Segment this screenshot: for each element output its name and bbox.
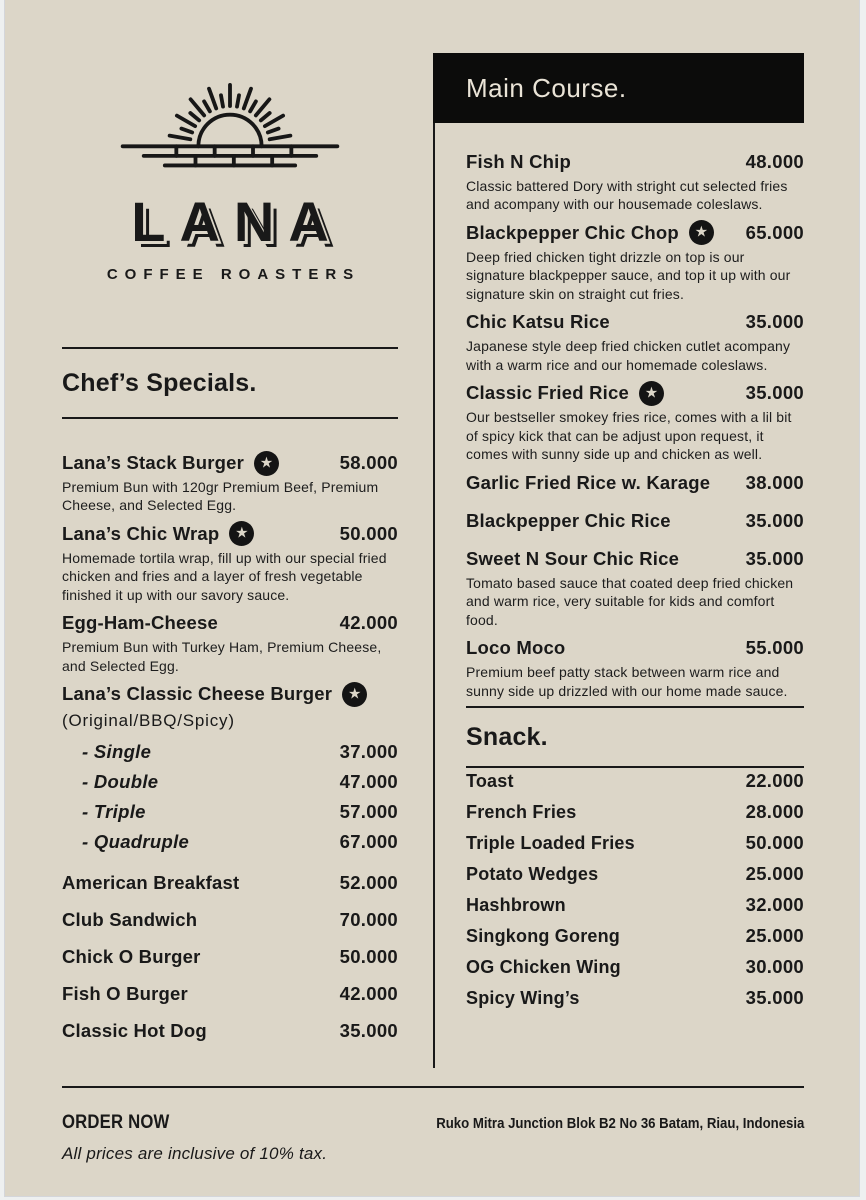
- menu-item: [466, 954, 804, 980]
- divider: [62, 1086, 804, 1088]
- menu-item: [466, 149, 804, 214]
- brand-logo: [62, 79, 398, 283]
- menu-item-row: [466, 635, 804, 661]
- menu-item: [466, 861, 804, 887]
- section-title-snack: Snack.: [466, 723, 548, 752]
- menu-item-row: [62, 1018, 398, 1044]
- menu-item-row: [62, 681, 398, 707]
- menu-item-name: Toast: [466, 770, 514, 791]
- menu-item-name: Lana’s Chic Wrap: [62, 522, 220, 544]
- menu-item: [466, 985, 804, 1011]
- menu-item-price: 52.000: [339, 872, 398, 894]
- menu-item-description: Classic battered Dory with stright cut selected fries and acompany with our housemade coleslaws.: [466, 178, 788, 213]
- bestseller-star-icon: ★: [254, 451, 279, 476]
- chefs-specials-list: [62, 450, 398, 1044]
- menu-item-row: [466, 768, 804, 794]
- menu-item-name: Garlic Fried Rice w. Karage: [466, 471, 711, 493]
- menu-item-price: 55.000: [745, 637, 804, 659]
- menu-item-price: 32.000: [745, 894, 804, 916]
- menu-item-price: 35.000: [745, 987, 804, 1009]
- menu-item: [62, 944, 398, 970]
- menu-item-price: 25.000: [745, 925, 804, 947]
- menu-item-row: [62, 610, 398, 636]
- snack-header: [466, 706, 804, 768]
- menu-item-price: 35.000: [339, 1020, 398, 1042]
- variant-price: 67.000: [339, 831, 398, 853]
- menu-item: [62, 870, 398, 896]
- menu-item-name: Spicy Wing’s: [466, 987, 580, 1008]
- menu-item-description: Our bestseller smokey fries rice, comes with a lil bit of spicy kick that can be adjust upon request, it comes with sunny side up and chicken as well.: [466, 409, 792, 463]
- menu-item-name: Loco Moco: [466, 637, 566, 659]
- address: Ruko Mitra Junction Blok B2 No 36 Batam, Riau, Indonesia: [435, 1115, 804, 1132]
- footer: [62, 1086, 804, 1164]
- menu-item-description: Tomato based sauce that coated deep fried chicken and warm rice, very suitable for kids and comfort food.: [466, 574, 794, 628]
- menu-item: [466, 635, 804, 700]
- brand-tagline: COFFEE ROASTERS: [106, 266, 361, 283]
- menu-item: [466, 508, 804, 534]
- menu-item-row: [466, 954, 804, 980]
- menu-item-price: 35.000: [745, 509, 804, 531]
- brand-name: LANA: [131, 190, 343, 253]
- menu-item-name: Lana’s Stack Burger: [62, 452, 245, 473]
- menu-item-name: Blackpepper Chic Rice: [466, 509, 671, 531]
- divider: [62, 417, 398, 419]
- menu-item-row: [62, 521, 398, 547]
- menu-item-row: [466, 985, 804, 1011]
- menu-item: [466, 470, 804, 496]
- menu-item-price: 42.000: [339, 612, 398, 634]
- menu-item: [466, 799, 804, 825]
- menu-item-price: 28.000: [745, 801, 804, 823]
- menu-item-row: [466, 830, 804, 856]
- menu-item: [466, 768, 804, 794]
- menu-item-row: [466, 380, 804, 406]
- variant-price: 47.000: [339, 771, 398, 793]
- menu-item-name: Potato Wedges: [466, 863, 599, 884]
- menu-item-row: [466, 546, 804, 572]
- menu-item-name: Fish O Burger: [62, 983, 188, 1005]
- menu-item-price: 50.000: [339, 946, 398, 968]
- menu-item-price: 50.000: [339, 522, 398, 544]
- variant-row: [62, 739, 398, 765]
- section-title-chefs-specials: Chef’s Specials.: [62, 369, 257, 397]
- menu-item: [466, 830, 804, 856]
- menu-item-row: [466, 923, 804, 949]
- menu-item-row: [62, 450, 398, 476]
- right-column: [433, 53, 804, 1068]
- menu-item-description: Premium Bun with 120gr Premium Beef, Premium Cheese, and Selected Egg.: [62, 479, 379, 514]
- menu-item-row: [62, 944, 398, 970]
- menu-item-price: 22.000: [745, 770, 804, 792]
- bestseller-star-icon: ★: [639, 381, 664, 406]
- menu-item-row: [466, 470, 804, 496]
- main-course-list: [466, 149, 804, 700]
- menu-item-name: Blackpepper Chic Chop: [466, 221, 679, 243]
- menu-item-name: Chick O Burger: [62, 946, 201, 968]
- menu-item-name: Classic Hot Dog: [62, 1020, 207, 1042]
- bestseller-star-icon: ★: [342, 682, 367, 707]
- menu-item-name: Singkong Goreng: [466, 925, 620, 946]
- menu-item-row: [466, 309, 804, 335]
- menu-item: [62, 450, 398, 515]
- menu-item: [62, 907, 398, 933]
- menu-item-description: Homemade tortila wrap, fill up with our special fried chicken and fries and a layer of fresh vegetable finished it up with our savory sauce.: [62, 549, 387, 603]
- footer-row: [62, 1112, 804, 1134]
- variant-name: - Quadruple: [82, 831, 190, 853]
- menu-item-row: [466, 220, 804, 246]
- menu-item-price: 65.000: [745, 221, 804, 243]
- variant-name: - Triple: [82, 801, 146, 823]
- menu-item-price: 25.000: [745, 863, 804, 885]
- menu-item-variants: [62, 739, 398, 855]
- variant-row: [62, 769, 398, 795]
- divider: [466, 706, 804, 708]
- menu-item: [466, 923, 804, 949]
- menu-item-price: 35.000: [745, 382, 804, 404]
- variant-price: 57.000: [339, 801, 398, 823]
- menu-item-name: Chic Katsu Rice: [466, 311, 610, 333]
- menu-item-options: (Original/BBQ/Spicy): [62, 711, 235, 731]
- menu-item-price: 50.000: [745, 832, 804, 854]
- menu-item-name: Sweet N Sour Chic Rice: [466, 547, 680, 569]
- menu-item-description: Japanese style deep fried chicken cutlet acompany with a warm rice and our homemade coleslaws.: [466, 338, 791, 373]
- variant-price: 37.000: [339, 741, 398, 763]
- menu-item: [466, 546, 804, 629]
- sunrise-logo-icon: [115, 79, 345, 180]
- tax-note: All prices are inclusive of 10% tax.: [62, 1144, 328, 1163]
- menu-item-price: 70.000: [339, 909, 398, 931]
- order-now-label: ORDER NOW: [62, 1112, 170, 1133]
- menu-item-name: Fish N Chip: [466, 151, 571, 172]
- menu-item: [466, 380, 804, 463]
- menu-item-price: 38.000: [745, 471, 804, 493]
- menu-page: [5, 0, 859, 1196]
- menu-item-price: 58.000: [339, 452, 398, 473]
- menu-item-price: 35.000: [745, 547, 804, 569]
- menu-item-name: Triple Loaded Fries: [466, 832, 635, 853]
- section-title-main-course: Main Course.: [466, 72, 627, 103]
- menu-item: [62, 521, 398, 604]
- menu-item-name: American Breakfast: [62, 872, 240, 894]
- menu-item-price: 48.000: [745, 151, 804, 172]
- menu-item: [62, 681, 398, 855]
- chefs-specials-header: [62, 347, 398, 419]
- menu-item-description: Premium beef patty stack between warm rice and sunny side up drizzled with our home made sauce.: [466, 664, 788, 699]
- menu-item: [466, 220, 804, 303]
- menu-item: [62, 981, 398, 1007]
- menu-item: [466, 309, 804, 374]
- menu-item-row: [466, 861, 804, 887]
- snack-list: [466, 768, 804, 1011]
- menu-item-row: [466, 508, 804, 534]
- main-course-banner: [433, 53, 804, 123]
- menu-item-name: French Fries: [466, 801, 577, 822]
- menu-content: [5, 0, 859, 1068]
- bestseller-star-icon: ★: [229, 521, 254, 546]
- menu-item-row: [466, 892, 804, 918]
- menu-item-row: [62, 981, 398, 1007]
- menu-item: [62, 610, 398, 675]
- menu-item-name: Hashbrown: [466, 894, 566, 915]
- bestseller-star-icon: ★: [689, 220, 714, 245]
- menu-item-row: [466, 799, 804, 825]
- menu-item-row: [62, 870, 398, 896]
- variant-name: - Double: [82, 771, 159, 793]
- menu-item-description: Deep fried chicken tight drizzle on top is our signature blackpepper sauce, and top it up with our signature skin on straight cut fries.: [466, 248, 791, 302]
- left-column: [62, 53, 398, 1068]
- menu-item-price: 30.000: [745, 956, 804, 978]
- variant-row: [62, 799, 398, 825]
- menu-item-name: Classic Fried Rice: [466, 382, 629, 404]
- menu-item-row: [466, 149, 804, 175]
- menu-item-name: Club Sandwich: [62, 909, 198, 931]
- menu-item-name: Egg-Ham-Cheese: [62, 612, 218, 634]
- menu-item-name: Lana’s Classic Cheese Burger: [62, 683, 333, 705]
- menu-item-row: [62, 907, 398, 933]
- menu-item: [466, 892, 804, 918]
- menu-item-name: OG Chicken Wing: [466, 956, 621, 977]
- variant-row: [62, 829, 398, 855]
- variant-name: - Single: [82, 741, 152, 763]
- menu-item-price: 35.000: [745, 311, 804, 333]
- menu-item-price: 42.000: [339, 983, 398, 1005]
- menu-item-description: Premium Bun with Turkey Ham, Premium Cheese, and Selected Egg.: [62, 639, 382, 674]
- menu-item: [62, 1018, 398, 1044]
- divider: [62, 347, 398, 349]
